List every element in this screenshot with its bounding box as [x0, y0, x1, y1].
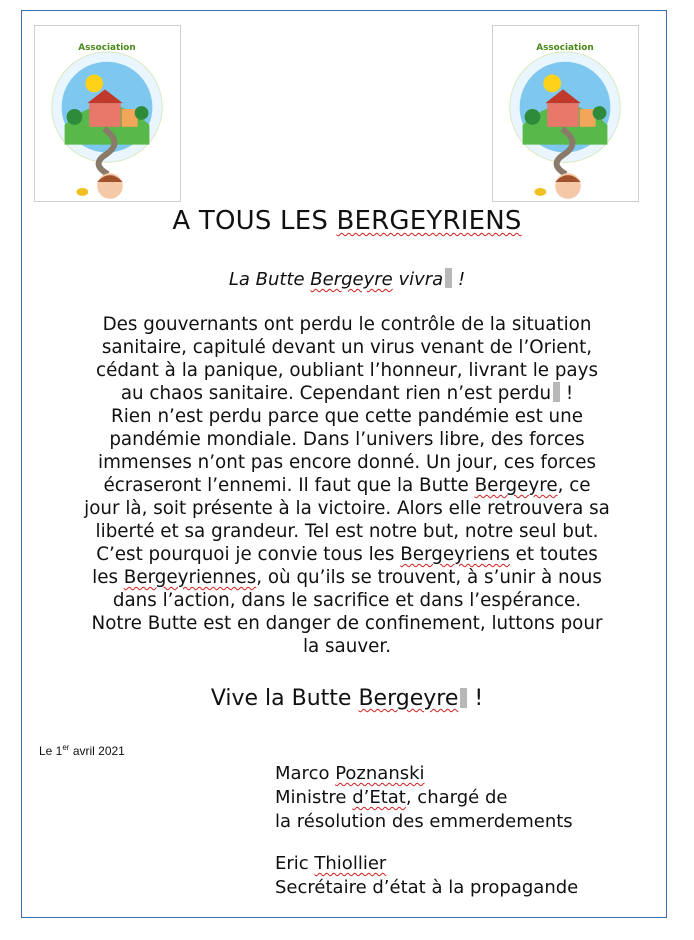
signature-block-1: [275, 762, 573, 834]
signatory-role: Ministre d’Etat, chargé de: [275, 787, 508, 808]
body-line: Notre Butte est en danger de confinement, luttons pour: [91, 613, 603, 634]
body-line: Des gouvernants ont perdu le contrôle de la situation: [102, 314, 592, 335]
body-line: au chaos sanitaire. Cependant rien n’est perdu !: [120, 383, 574, 404]
spellcheck-word: Bergeyriens: [400, 544, 510, 565]
body-line: cédant à la panique, oubliant l’honneur, livrant le pays: [96, 360, 598, 381]
body-line: C’est pourquoi je convie tous les Bergeyriens et toutes: [96, 544, 598, 565]
spellcheck-word: Bergeyre: [474, 475, 558, 496]
body-text: [40, 313, 654, 658]
signature-block-2: [275, 852, 578, 900]
spellcheck-word: Bergeyre: [358, 686, 459, 711]
body-line: immenses n’ont pas encore donné. Un jour, ces forces: [98, 452, 596, 473]
closing-slogan: Vive la Butte Bergeyre !: [210, 686, 484, 711]
spellcheck-word: Bergeyriennes: [123, 567, 257, 588]
spellcheck-word: Poznanski: [335, 763, 425, 784]
text-cursor: [553, 382, 560, 402]
body-line: Rien n’est perdu parce que cette pandémie est une: [111, 406, 583, 427]
document-date: Le 1er avril 2021: [39, 743, 125, 758]
svg-text:Association: Association: [78, 42, 136, 53]
page-title: A TOUS LES BERGEYRIENS: [172, 206, 522, 236]
body-line: écraseront l’ennemi. Il faut que la Butte Bergeyre, ce: [103, 475, 591, 496]
spellcheck-word: BERGEYRIENS: [336, 206, 522, 236]
spellcheck-word: d’Etat: [352, 787, 406, 808]
spellcheck-word: Thiollier: [314, 853, 387, 874]
body-line: pandémie mondiale. Dans l’univers libre, des forces: [109, 429, 585, 450]
signatory-role: Secrétaire d’état à la propagande: [275, 877, 579, 898]
svg-text:Association: Association: [536, 42, 594, 53]
association-logo-left: [34, 25, 181, 202]
association-logo-right: [492, 25, 639, 202]
body-line: sanitaire, capitulé devant un virus venant de l’Orient,: [101, 337, 593, 358]
body-line: liberté et sa grandeur. Tel est notre but, notre seul but.: [95, 521, 599, 542]
body-line: jour là, soit présente à la victoire. Alors elle retrouvera sa: [84, 498, 610, 519]
body-line: les Bergeyriennes, où qu’ils se trouvent, à s’unir à nous: [92, 567, 602, 588]
association-logo-image: [493, 26, 638, 201]
signatory-name: Eric Thiollier: [275, 853, 387, 874]
subtitle: La Butte Bergeyre vivra !: [228, 269, 466, 290]
body-line: la sauver.: [302, 636, 392, 657]
body-line: dans l’action, dans le sacrifice et dans l’espérance.: [112, 590, 582, 611]
spellcheck-word: Bergeyre: [310, 269, 393, 290]
signatory-role-line2: la résolution des emmerdements: [275, 811, 573, 832]
association-logo-image: [35, 26, 180, 201]
signatory-name: Marco Poznanski: [275, 763, 425, 784]
